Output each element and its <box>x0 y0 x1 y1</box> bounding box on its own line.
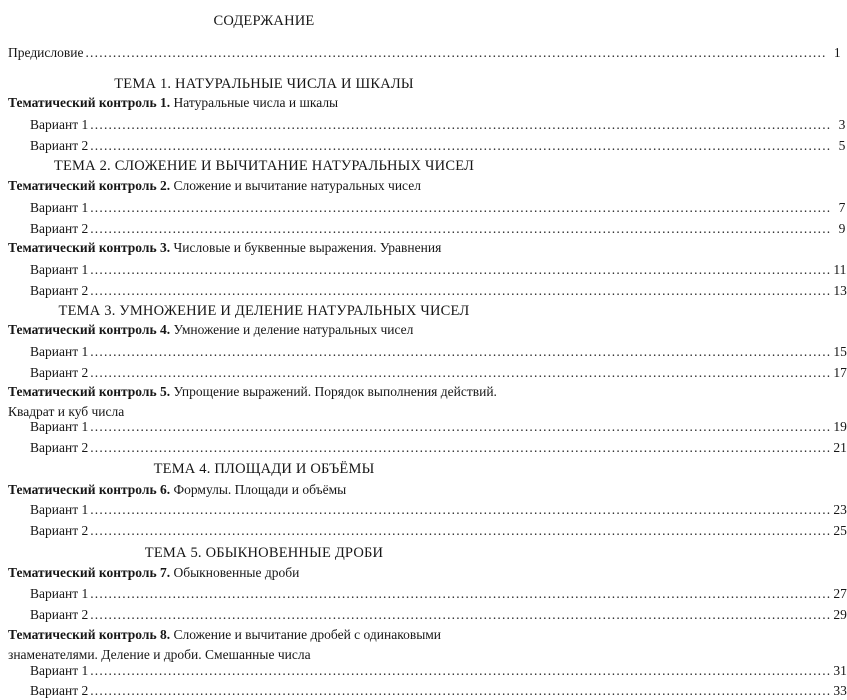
dot-leader: .................................................................................................................................................................. <box>90 117 832 132</box>
control-title <box>8 563 518 583</box>
dot-leader: .................................................................................................................................................................. <box>90 344 832 359</box>
entry-label: Предисловие <box>8 45 84 60</box>
page-number: 25 <box>833 523 847 538</box>
control-prefix: Тематический контроль 8. <box>8 627 171 642</box>
variant-label: Вариант 1 <box>30 200 89 215</box>
page-number: 11 <box>833 262 847 277</box>
theme-heading: ТЕМА 3. УМНОЖЕНИЕ И ДЕЛЕНИЕ НАТУРАЛЬНЫХ ЧИСЕЛ <box>58 303 470 319</box>
page-number: 29 <box>833 607 847 622</box>
dot-leader: .................................................................................................................................................................. <box>90 663 832 678</box>
page-number: 33 <box>833 683 847 698</box>
variant-label: Вариант 1 <box>30 262 89 277</box>
variant-entry <box>30 262 847 277</box>
control-prefix: Тематический контроль 1. <box>8 95 171 110</box>
dot-leader: .................................................................................................................................................................. <box>90 607 832 622</box>
variant-label: Вариант 2 <box>30 138 89 153</box>
variant-entry <box>30 138 846 153</box>
control-text: Формулы. Площади и объёмы <box>173 482 347 497</box>
page-number: 7 <box>838 200 846 215</box>
variant-entry <box>30 663 847 678</box>
variant-label: Вариант 1 <box>30 502 89 517</box>
control-text: Числовые и буквенные выражения. Уравнения <box>173 240 442 255</box>
dot-leader: .................................................................................................................................................................. <box>90 262 832 277</box>
control-title <box>8 93 518 113</box>
theme-heading: ТЕМА 4. ПЛОЩАДИ И ОБЪЁМЫ <box>153 461 375 477</box>
variant-label: Вариант 2 <box>30 607 89 622</box>
page-number: 31 <box>833 663 847 678</box>
variant-entry <box>30 344 847 359</box>
variant-entry <box>30 586 847 601</box>
control-prefix: Тематический контроль 5. <box>8 384 171 399</box>
page-number: 9 <box>838 221 846 236</box>
control-text: Сложение и вычитание натуральных чисел <box>173 178 421 193</box>
page-number: 1 <box>833 45 841 60</box>
dot-leader: .................................................................................................................................................................. <box>90 502 832 517</box>
toc-title: СОДЕРЖАНИЕ <box>213 13 315 29</box>
variant-entry <box>30 283 847 298</box>
dot-leader: .................................................................................................................................................................. <box>85 45 827 60</box>
control-prefix: Тематический контроль 2. <box>8 178 171 193</box>
variant-label: Вариант 2 <box>30 365 89 380</box>
control-prefix: Тематический контроль 4. <box>8 322 171 337</box>
control-prefix: Тематический контроль 7. <box>8 565 171 580</box>
dot-leader: .................................................................................................................................................................. <box>90 683 832 698</box>
control-title <box>8 320 518 340</box>
variant-label: Вариант 1 <box>30 344 89 359</box>
variant-label: Вариант 1 <box>30 419 89 434</box>
control-title <box>8 238 518 258</box>
variant-label: Вариант 2 <box>30 683 89 698</box>
variant-entry <box>30 607 847 622</box>
dot-leader: .................................................................................................................................................................. <box>90 440 832 455</box>
variant-entry <box>30 365 847 380</box>
control-title <box>8 176 518 196</box>
variant-label: Вариант 1 <box>30 117 89 132</box>
control-prefix: Тематический контроль 6. <box>8 482 171 497</box>
page-number: 3 <box>838 117 846 132</box>
page-number: 5 <box>838 138 846 153</box>
variant-label: Вариант 2 <box>30 440 89 455</box>
page-number: 19 <box>833 419 847 434</box>
dot-leader: .................................................................................................................................................................. <box>90 365 832 380</box>
control-title <box>8 625 478 665</box>
control-text: Умножение и деление натуральных чисел <box>173 322 414 337</box>
control-text: Упрощение выражений. Порядок выполнения действий. Квадрат и куб числа <box>8 384 497 419</box>
control-text: Обыкновенные дроби <box>173 565 300 580</box>
theme-heading: ТЕМА 5. ОБЫКНОВЕННЫЕ ДРОБИ <box>144 545 384 561</box>
theme-heading: ТЕМА 2. СЛОЖЕНИЕ И ВЫЧИТАНИЕ НАТУРАЛЬНЫХ ЧИСЕЛ <box>53 158 475 174</box>
dot-leader: .................................................................................................................................................................. <box>90 221 832 236</box>
dot-leader: .................................................................................................................................................................. <box>90 138 832 153</box>
variant-label: Вариант 2 <box>30 283 89 298</box>
variant-entry <box>30 440 847 455</box>
variant-label: Вариант 1 <box>30 586 89 601</box>
control-text: Сложение и вычитание дробей с одинаковыми знаменателями. Деление и дроби. Смешанные числа <box>8 627 442 662</box>
page-number: 13 <box>833 283 847 298</box>
page-number: 21 <box>833 440 847 455</box>
theme-heading: ТЕМА 1. НАТУРАЛЬНЫЕ ЧИСЛА И ШКАЛЫ <box>114 76 414 92</box>
page-number: 15 <box>833 344 847 359</box>
variant-entry <box>30 523 847 538</box>
variant-entry <box>30 683 847 698</box>
variant-label: Вариант 2 <box>30 523 89 538</box>
control-title <box>8 480 518 500</box>
page-number: 23 <box>833 502 847 517</box>
page-number: 17 <box>833 365 847 380</box>
variant-entry <box>30 117 846 132</box>
page-number: 27 <box>833 586 847 601</box>
dot-leader: .................................................................................................................................................................. <box>90 419 832 434</box>
dot-leader: .................................................................................................................................................................. <box>90 586 832 601</box>
variant-entry <box>30 502 847 517</box>
dot-leader: .................................................................................................................................................................. <box>90 523 832 538</box>
toc-entry-preface <box>8 45 841 60</box>
control-title <box>8 382 508 422</box>
control-text: Натуральные числа и шкалы <box>173 95 339 110</box>
control-prefix: Тематический контроль 3. <box>8 240 171 255</box>
variant-label: Вариант 2 <box>30 221 89 236</box>
variant-entry <box>30 200 846 215</box>
variant-label: Вариант 1 <box>30 663 89 678</box>
variant-entry <box>30 221 846 236</box>
dot-leader: .................................................................................................................................................................. <box>90 200 832 215</box>
dot-leader: .................................................................................................................................................................. <box>90 283 832 298</box>
variant-entry <box>30 419 847 434</box>
